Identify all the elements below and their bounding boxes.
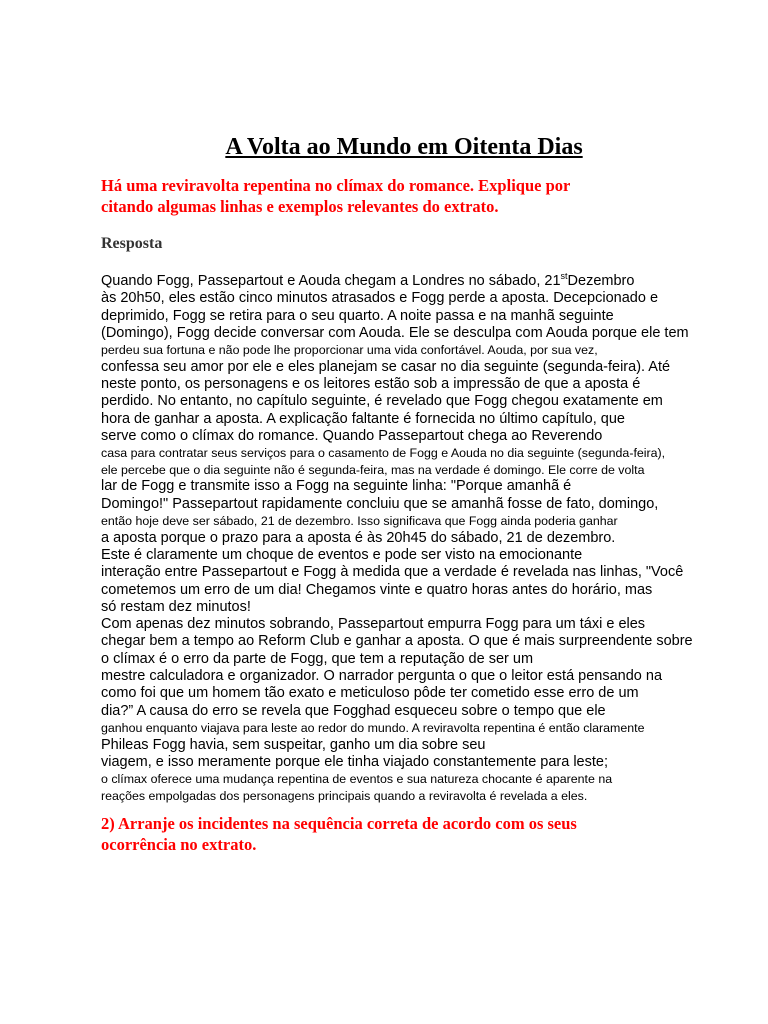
answer-line: chegar bem a tempo ao Reform Club e ganhar a aposta. O que é mais surpreendente sobre	[101, 633, 693, 650]
answer-line: cometemos um erro de um dia! Chegamos vinte e quatro horas antes do horário, mas	[101, 581, 653, 598]
answer-line: perdido. No entanto, no capítulo seguinte, é revelado que Fogg chegou exatamente em	[101, 393, 663, 410]
answer-line: (Domingo), Fogg decide conversar com Aouda. Ele se desculpa com Aouda porque ele tem	[101, 324, 689, 341]
question-2-line: 2) Arranje os incidentes na sequência correta de acordo com os seus	[101, 814, 577, 833]
answer-line: perdeu sua fortuna e não pode lhe proporcionar uma vida confortável. Aouda, por sua vez,	[101, 343, 598, 358]
question-1	[101, 175, 721, 217]
answer-line: casa para contratar seus serviços para o casamento de Fogg e Aouda no dia seguinte (segunda-feira),	[101, 446, 666, 461]
answer-first-line-tail: Dezembro	[567, 273, 635, 289]
answer-line: mestre calculadora e organizador. O narrador pergunta o que o leitor está pensando na	[101, 668, 663, 685]
question-1-line: Há uma reviravolta repentina no clímax do romance. Explique por	[101, 176, 571, 195]
answer-line	[101, 273, 741, 290]
answer-line: Com apenas dez minutos sobrando, Passepartout empurra Fogg para um táxi e eles	[101, 616, 646, 633]
answer-line: dia?” A causa do erro se revela que Fogghad esqueceu sobre o tempo que ele	[101, 702, 606, 719]
answer-first-line-text: Quando Fogg, Passepartout e Aouda chegam a Londres no sábado, 21	[101, 273, 561, 289]
answer-line: neste ponto, os personagens e os leitores estão sob a impressão de que a aposta é	[101, 376, 641, 393]
answer-line: hora de ganhar a aposta. A explicação faltante é fornecida no último capítulo, que	[101, 410, 625, 427]
answer-line: confessa seu amor por ele e eles planejam se casar no dia seguinte (segunda-feira). Até	[101, 358, 671, 375]
answer-line: o clímax é o erro da parte de Fogg, que tem a reputação de ser um	[101, 650, 534, 667]
answer-line: lar de Fogg e transmite isso a Fogg na seguinte linha: "Porque amanhã é	[101, 478, 572, 495]
document-title: A Volta ao Mundo em Oitenta Dias	[225, 134, 583, 160]
answer-line: então hoje deve ser sábado, 21 de dezembro. Isso significava que Fogg ainda poderia ganhar	[101, 514, 618, 529]
answer-line: interação entre Passepartout e Fogg à medida que a verdade é revelada nas linhas, "Você	[101, 564, 684, 581]
answer-line: serve como o clímax do romance. Quando Passepartout chega ao Reverendo	[101, 427, 603, 444]
answer-line: ganhou enquanto viajava para leste ao redor do mundo. A reviravolta repentina é então claramente	[101, 720, 645, 735]
answer-line: Domingo!" Passepartout rapidamente concluiu que se amanhã fosse de fato, domingo,	[101, 495, 659, 512]
answer-line: Phileas Fogg havia, sem suspeitar, ganho um dia sobre seu	[101, 736, 486, 753]
ordinal-suffix: st	[560, 271, 568, 282]
answer-line: só restam dez minutos!	[101, 598, 251, 615]
answer-line: a aposta porque o prazo para a aposta é às 20h45 do sábado, 21 de dezembro.	[101, 529, 616, 546]
answer-line: viagem, e isso meramente porque ele tinha viajado constantemente para leste;	[101, 753, 608, 770]
answer-body	[101, 273, 741, 804]
answer-line: Este é claramente um choque de eventos e pode ser visto na emocionante	[101, 546, 583, 563]
answer-heading: Resposta	[101, 235, 163, 252]
answer-line: o clímax oferece uma mudança repentina de eventos e sua natureza chocante é aparente na	[101, 772, 613, 787]
answer-line: ele percebe que o dia seguinte não é segunda-feira, mas na verdade é domingo. Ele corre de volta	[101, 462, 645, 477]
answer-line: às 20h50, eles estão cinco minutos atrasados e Fogg perde a aposta. Decepcionado e	[101, 290, 659, 307]
answer-line: reações empolgadas dos personagens principais quando a reviravolta é revelada a eles.	[101, 788, 588, 803]
question-2-line: ocorrência no extrato.	[101, 835, 257, 854]
answer-line: deprimido, Fogg se retira para o seu quarto. A noite passa e na manhã seguinte	[101, 307, 614, 324]
answer-line: como foi que um homem tão exato e meticuloso pôde ter cometido esse erro de um	[101, 685, 639, 702]
question-1-line: citando algumas linhas e exemplos relevantes do extrato.	[101, 197, 499, 216]
question-2	[101, 813, 721, 855]
